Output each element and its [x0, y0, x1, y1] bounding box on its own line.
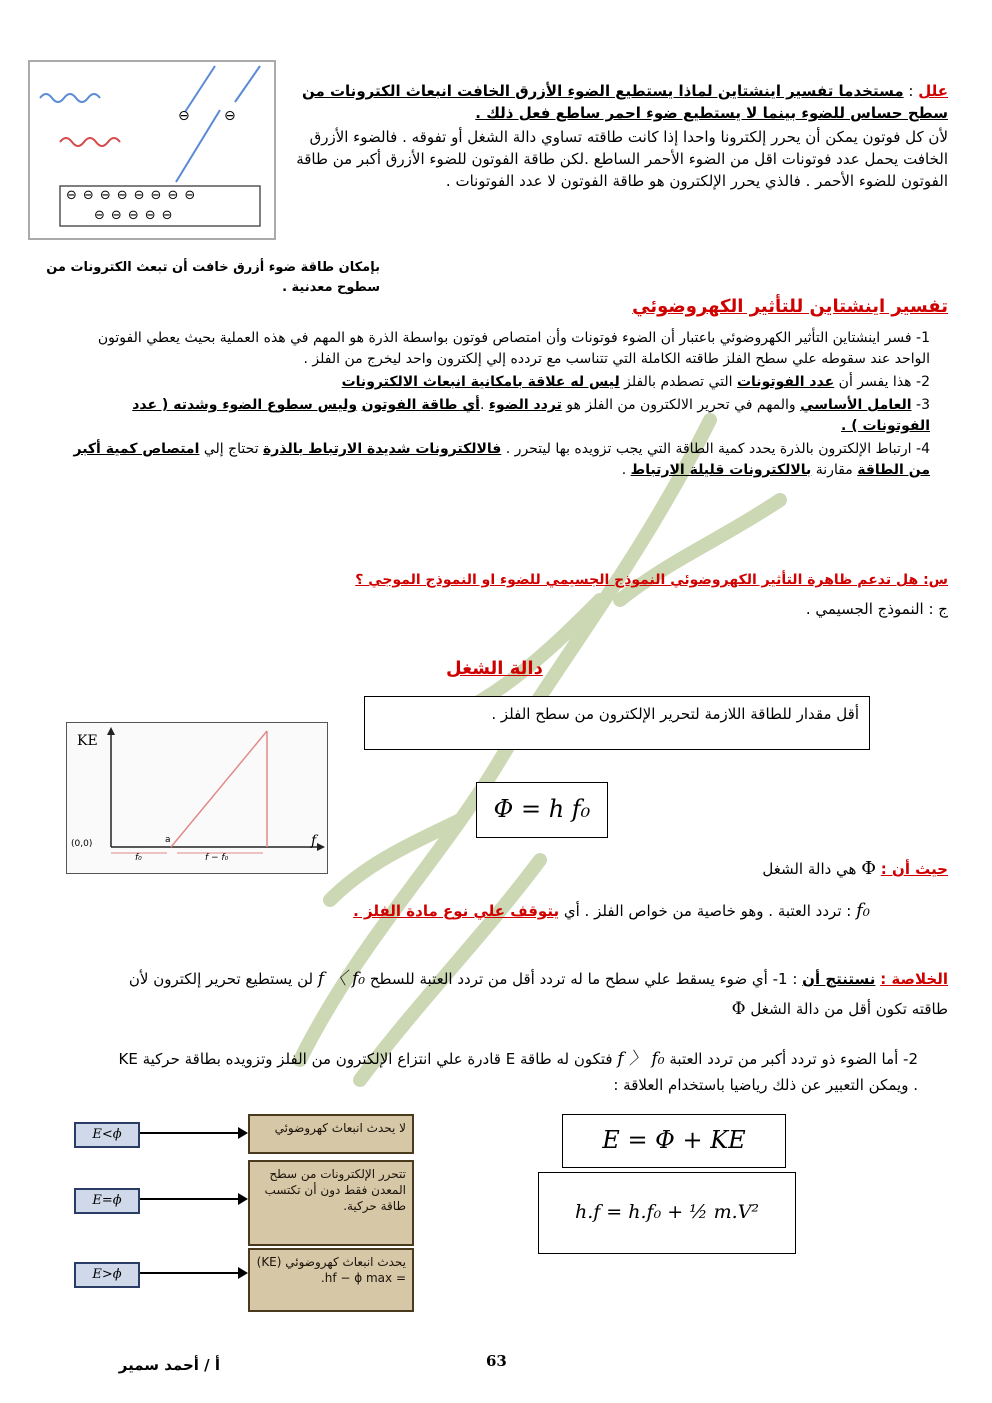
case-arrow-head [238, 1267, 248, 1279]
explain-answer: لأن كل فوتون يمكن أن يحرر إلكترونا واحدا إذا كانت طاقته تساوي دالة الشغل أو تفوقه . فالضوء الأزرق الخافت يحمل عدد فوتونات اقل من الضوء الأحمر الساطع .لكن طاقة الفوتون للضوء الأزرق أكبر من طاقة الفوتون للضوء الأحمر . فالذي يحرر الإلكترون هو طاقة الفوتون لا عدد الفوتونات . [296, 128, 948, 190]
conclusion-lead: نستنتج أن [802, 970, 876, 988]
electron-icon: ⊖ [150, 188, 168, 203]
electron-icon: ⊖ [116, 188, 134, 203]
list-item: 4- ارتباط الإلكترون بالذرة يحدد كمية الطاقة التي يجب تزويده بها ليتحرر . فالالكترونات شديدة الارتباط بالذرة تحتاج إلي امتصاص كمية أكبر من الطاقة مقارنة بالالكترونات قليلة الارتباط . [73, 441, 930, 478]
ke-graph-svg [67, 723, 325, 871]
relation-less: f 〈 f₀ [317, 969, 366, 989]
energy-equation: E = Φ + KE [602, 1126, 746, 1154]
case-arrow [140, 1132, 242, 1134]
case-arrow [140, 1198, 242, 1200]
phi-symbol: Φ [731, 999, 746, 1019]
list-item: 1- فسر اينشتاين التأثير الكهروضوئي باعتبار أن الضوء فوتونات وأن امتصاص فوتون بواسطة الذرة هو المهم في هذه العملية بحيث يعطي الفوتون الواحد عند سقوطه علي سطح الفلز طاقته الكاملة التي تتناسب مع تردده إلي إلكترون واحد ليخرج من الفلز . [97, 330, 930, 367]
photoelectric-equation-box [538, 1172, 796, 1254]
case-result: يحدث انبعاث كهروضوئي (KE) = hf − ϕ max. [248, 1248, 414, 1312]
case-arrow-head [238, 1127, 248, 1139]
work-function-formula-box [476, 782, 608, 838]
conclusion-block: الخلاصة : نستنتج أن : 1- أي ضوء يسقط علي سطح ما له تردد أقل من تردد العتبة للسطح f 〈 f₀ لن يستطيع تحرير إلكترون لأن طاقته تكون أقل من دالة الشغل Φ [128, 969, 948, 1019]
electron-icon: ⊖ [161, 208, 179, 223]
photon-figure [28, 60, 276, 240]
phi-symbol: Φ [861, 858, 877, 879]
ke-graph [66, 722, 328, 874]
graph-point-label: a [165, 835, 171, 845]
graph-diff-label: f − f₀ [205, 853, 229, 863]
author-name: أ / أحمد سمير [118, 1356, 220, 1374]
cases-panel [70, 1112, 420, 1312]
electron-icon: ⊖ [167, 188, 185, 203]
where-label: حيث أن : [880, 860, 948, 878]
electron-icon: ⊖ [144, 208, 162, 223]
energy-equation-box [562, 1114, 786, 1168]
case-result: تتحرر الإلكترونات من سطح المعدن فقط دون أن تكتسب طاقة حركية. [248, 1160, 414, 1246]
section-title-einstein: تفسير اينشتاين للتأثير الكهروضوئي [632, 296, 948, 317]
case-arrow-head [238, 1193, 248, 1205]
f0-description: : تردد العتبة . وهو خاصية من خواص الفلز . أي [559, 902, 852, 920]
electron-icon: ⊖ [127, 208, 145, 223]
electron-icon: ⊖ [94, 208, 111, 223]
electron-row [94, 208, 254, 223]
electron-icon: ⊖ [110, 208, 128, 223]
case-arrow [140, 1272, 242, 1274]
electron-icon: ⊖ [224, 108, 236, 124]
einstein-list [70, 328, 930, 481]
graph-f0-label: f₀ [135, 853, 142, 863]
qa-question: س: هل تدعم ظاهرة التأثير الكهروضوئي النموذج الجسيمي للضوء او النموذج الموجي ؟ [355, 572, 948, 588]
qa-answer: ج : النموذج الجسيمي . [805, 600, 948, 618]
graph-y-label: KE [77, 733, 98, 749]
electron-icon: ⊖ [178, 108, 190, 124]
electron-icon: ⊖ [133, 188, 151, 203]
case-condition: E=ϕ [74, 1188, 140, 1214]
case-condition: E>ϕ [74, 1262, 140, 1288]
work-function-title: دالة الشغل [446, 658, 543, 679]
case-condition: E<ϕ [74, 1122, 140, 1148]
phi-description: هي دالة الشغل [762, 860, 857, 878]
explain-question: مستخدما تفسير اينشتاين لماذا يستطيع الضوء الأزرق الخافت انبعاث الكترونات من سطح حساس للضوء بينما لا يستطيع ضوء احمر ساطع فعل ذلك . [301, 82, 948, 122]
graph-x-label: f [311, 833, 317, 849]
explain-label: علل [918, 82, 948, 100]
list-item: 3- العامل الأساسي والمهم في تحرير الالكترون من الفلز هو تردد الضوء .أي طاقة الفوتون وليس سطوع الضوء وشدته ( عدد الفوتونات ) . [132, 397, 930, 434]
work-function-formula: Φ = h f₀ [493, 795, 591, 823]
electron-icon: ⊖ [99, 188, 117, 203]
photoelectric-equation: h.f = h.f₀ + ½ m.V² [574, 1201, 760, 1223]
work-function-definition: أقل مقدار للطاقة اللازمة لتحرير الإلكترون من سطح الفلز . [491, 705, 859, 723]
figure-caption: بإمكان طاقة ضوء أزرق خافت أن تبعث الكترونات من سطوح معدنية . [46, 260, 380, 295]
conclusion-point-2: 2- أما الضوء ذو تردد أكبر من تردد العتبة f 〉 f₀ فتكون له طاقة E قادرة علي انتزاع الإلكترون من الفلز وتزويده بطاقة حركية KE . ويمكن التعبير عن ذلك رياضيا باستخدام العلاقة : [118, 1049, 918, 1094]
electron-icon: ⊖ [66, 188, 83, 203]
where-phi-line [560, 858, 948, 880]
case-result: لا يحدث انبعاث كهروضوئي [248, 1114, 414, 1154]
electron-icon: ⊖ [82, 188, 100, 203]
list-item: 2- هذا يفسر أن عدد الفوتونات التي تصطدم بالفلز ليس له علاقة بامكانية انبعاث الالكترونات [341, 374, 930, 390]
work-function-definition-box [364, 696, 870, 750]
f0-description-highlight: يتوقف علي نوع مادة الفلز . [353, 902, 560, 920]
page-number: 63 [486, 1352, 507, 1370]
f0-symbol: f₀ [856, 900, 870, 921]
electron-row [66, 188, 256, 203]
f0-line [250, 900, 870, 922]
electron-icon: ⊖ [184, 188, 202, 203]
conclusion-label: الخلاصة : [880, 970, 948, 988]
explain-question-block: علل : مستخدما تفسير اينشتاين لماذا يستطيع الضوء الأزرق الخافت انبعاث الكترونات من سطح حساس للضوء بينما لا يستطيع ضوء احمر ساطع فعل ذلك . لأن كل فوتون يمكن أن يحرر إلكترونا واحدا إذا كانت طاقته تساوي دالة الشغل أو تفوقه . فالضوء الأزرق الخافت يحمل عدد فوتونات اقل من الضوء الأحمر الساطع .لكن طاقة الفوتون للضوء الأزرق أكبر من طاقة الفوتون للضوء الأحمر . فالذي يحرر الإلكترون هو طاقة الفوتون لا عدد الفوتونات . [292, 80, 948, 192]
graph-origin-label: (0,0) [71, 839, 93, 849]
relation-greater: f 〉 f₀ [617, 1049, 665, 1069]
